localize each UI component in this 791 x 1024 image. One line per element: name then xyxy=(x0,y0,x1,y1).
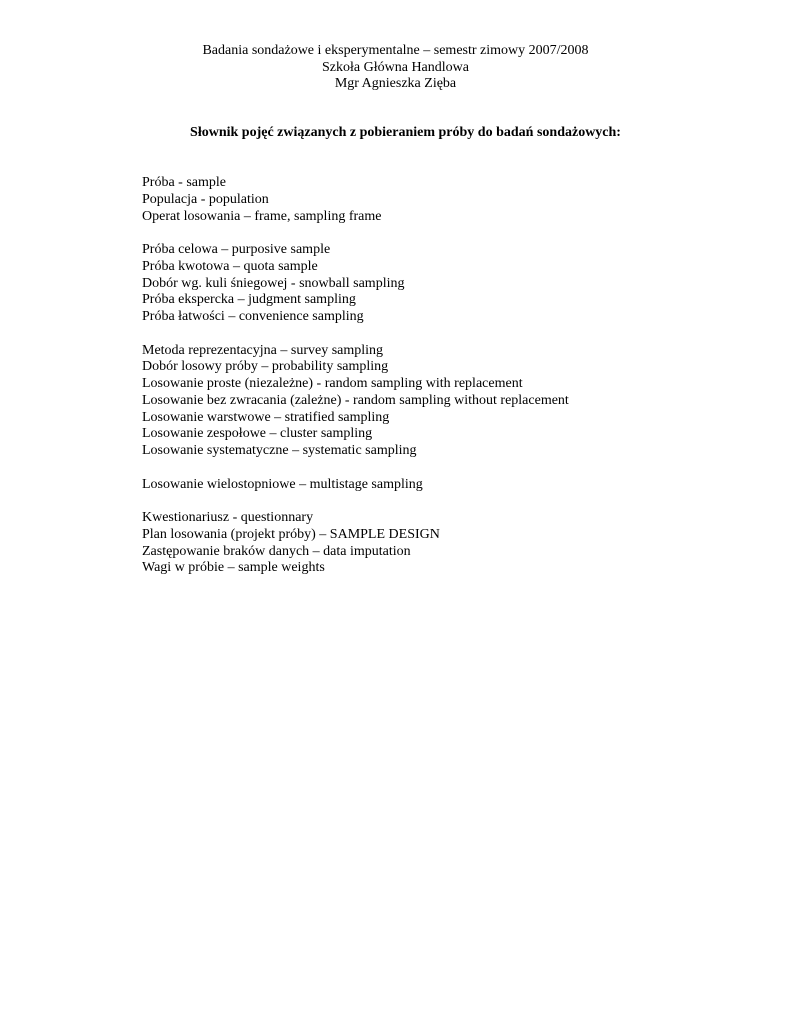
glossary-term: Plan losowania (projekt próby) – SAMPLE DESIGN xyxy=(142,526,440,542)
author-line: Mgr Agnieszka Zięba xyxy=(334,76,457,91)
term-group-nonprobability xyxy=(142,242,762,326)
glossary-term: Losowanie systematyczne – systematic sampling xyxy=(142,443,417,458)
glossary-term: Losowanie warstwowe – stratified sampling xyxy=(142,409,390,425)
term-group-design xyxy=(142,510,762,577)
glossary-term: Populacja - population xyxy=(142,191,269,207)
glossary-term: Losowanie wielostopniowe – multistage sampling xyxy=(142,476,423,492)
glossary-term: Próba kwotowa – quota sample xyxy=(142,258,318,274)
glossary-term: Losowanie zespołowe – cluster sampling xyxy=(142,426,373,442)
glossary-term: Wagi w próbie – sample weights xyxy=(142,560,325,576)
glossary-term: Próba łatwości – convenience sampling xyxy=(142,309,364,324)
course-line: Badania sondażowe i eksperymentalne – semestr zimowy 2007/2008 xyxy=(202,43,589,58)
glossary-term: Zastępowanie braków danych – data imputation xyxy=(142,543,411,559)
glossary-title: Słownik pojęć związanych z pobieraniem próby do badań sondażowych: xyxy=(190,125,621,140)
school-line: Szkoła Główna Handlowa xyxy=(322,59,469,75)
glossary-term: Operat losowania – frame, sampling frame xyxy=(142,208,382,224)
term-group-multistage xyxy=(142,477,762,494)
glossary-term: Dobór wg. kuli śniegowej - snowball sampling xyxy=(142,275,405,291)
glossary-term: Kwestionariusz - questionnary xyxy=(142,510,314,525)
term-group-probability xyxy=(142,343,762,460)
glossary-term: Próba - sample xyxy=(142,175,226,190)
term-group-basic xyxy=(142,175,762,225)
glossary-terms xyxy=(142,175,762,594)
glossary-term: Losowanie bez zwracania (zależne) - random sampling without replacement xyxy=(142,392,569,408)
glossary-term: Losowanie proste (niezależne) - random sampling with replacement xyxy=(142,376,523,391)
document-header xyxy=(0,43,791,93)
glossary-term: Próba ekspercka – judgment sampling xyxy=(142,292,356,308)
glossary-term: Próba celowa – purposive sample xyxy=(142,242,331,257)
glossary-term: Metoda reprezentacyjna – survey sampling xyxy=(142,342,384,358)
glossary-term: Dobór losowy próby – probability sampling xyxy=(142,359,389,375)
